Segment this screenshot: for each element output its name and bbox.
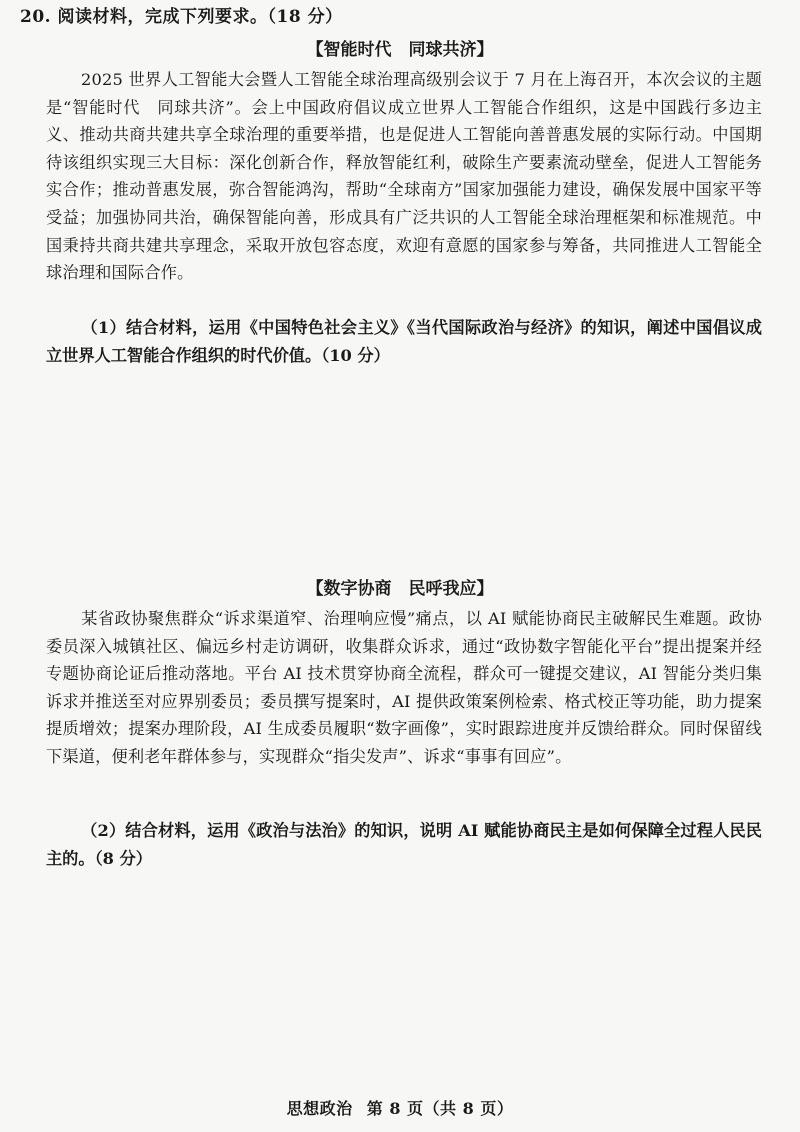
sub-question-2 [46,817,762,872]
section-title-1: 【智能时代 同球共济】 [306,40,494,60]
material-text-1: 2025 世界人工智能大会暨人工智能全球治理高级别会议于 7 月在上海召开，本次会议的主题是“智能时代 同球共济”。会上中国政府倡议成立世界人工智能合作组织，这是中国践行多边主义、推动共商共建共享全球治理的重要举措，也是促进人工智能向善普惠发展的实际行动。中国期待该组织实现三大目标：深化创新合作，释放智能红利，破除生产要素流动壁垒，促进人工智能务实合作；推动普惠发展，弥合智能鸿沟，帮助“全球南方”国家加强能力建设，确保发展中国家平等受益；加强协同共治，确保智能向善，形成具有广泛共识的人工智能全球治理框架和标准规范。中国秉持共商共建共享理念，采取开放包容态度，欢迎有意愿的国家参与筹备，共同推进人工智能全球治理和国际合作。 [46,70,762,283]
page-footer [0,1098,800,1120]
section-title-2: 【数字协商 民呼我应】 [306,579,494,599]
answer-space-2[interactable] [46,875,762,1090]
sub-question-text-1: （1）结合材料，运用《中国特色社会主义》《当代国际政治与经济》的知识，阐述中国倡议成立世界人工智能合作组织的时代价值。（10 分） [46,318,762,365]
footer-subject: 思想政治 [286,1099,353,1118]
footer-page-number: 第 8 页（共 8 页） [366,1099,514,1118]
sub-question-text-2: （2）结合材料，运用《政治与法治》的知识，说明 AI 赋能协商民主是如何保障全过程人民民主的。（8 分） [46,821,762,868]
material-paragraph-2 [46,605,762,771]
question-header: 20. 阅读材料，完成下列要求。（18 分） [20,7,343,27]
sub-question-1 [46,314,762,369]
material-text-2: 某省政协聚焦群众“诉求渠道窄、治理响应慢”痛点，以 AI 赋能协商民主破解民生难题。政协委员深入城镇社区、偏远乡村走访调研，收集群众诉求，通过“政协数字智能化平台”提出提案并经专题协商论证后推动落地。平台 AI 技术贯穿协商全流程，群众可一键提交建议，AI 智能分类归集诉求并推送至对应界别委员；委员撰写提案时，AI 提供政策案例检索、格式校正等功能，助力提案提质增效；提案办理阶段，AI 生成委员履职“数字画像”，实时跟踪进度并反馈给群众。同时保留线下渠道，便利老年群体参与，实现群众“指尖发声”、诉求“事事有回应”。 [46,609,762,766]
material-paragraph-1 [46,66,762,287]
answer-space-1[interactable] [46,370,762,570]
